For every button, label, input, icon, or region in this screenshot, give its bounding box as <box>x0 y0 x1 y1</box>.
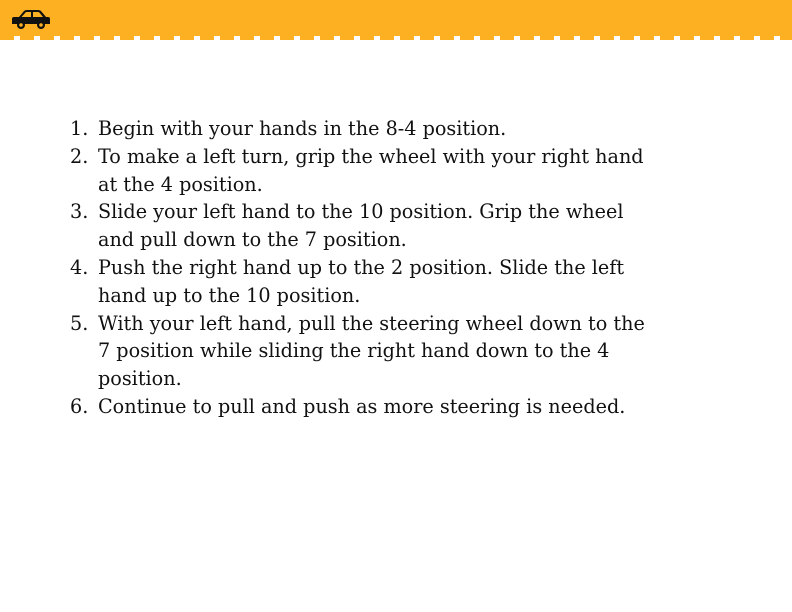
list-item <box>70 198 650 254</box>
list-item <box>70 115 650 143</box>
step-text: Continue to pull and push as more steering is needed. <box>98 394 626 418</box>
step-number: 5. <box>70 311 89 335</box>
header-bar <box>0 0 792 36</box>
list-item <box>70 254 650 310</box>
step-number: 2. <box>70 144 89 168</box>
step-number: 6. <box>70 394 89 418</box>
car-icon <box>10 8 52 30</box>
step-text: With your left hand, pull the steering wheel down to the 7 position while sliding the right hand down to the 4 position. <box>98 311 645 391</box>
step-text: Push the right hand up to the 2 position. Slide the left hand up to the 10 position. <box>98 255 625 307</box>
step-number: 3. <box>70 200 89 224</box>
step-text: Begin with your hands in the 8-4 position. <box>98 117 507 140</box>
list-item <box>70 310 650 393</box>
list-item <box>70 393 650 421</box>
steps-list <box>70 115 650 421</box>
step-number: 4. <box>70 255 89 279</box>
step-text: To make a left turn, grip the wheel with your right hand at the 4 position. <box>98 144 644 196</box>
step-number: 1. <box>70 117 89 140</box>
step-text: Slide your left hand to the 10 position. Grip the wheel and pull down to the 7 position. <box>98 200 624 252</box>
list-item <box>70 143 650 199</box>
header-dashed-border <box>0 36 792 40</box>
